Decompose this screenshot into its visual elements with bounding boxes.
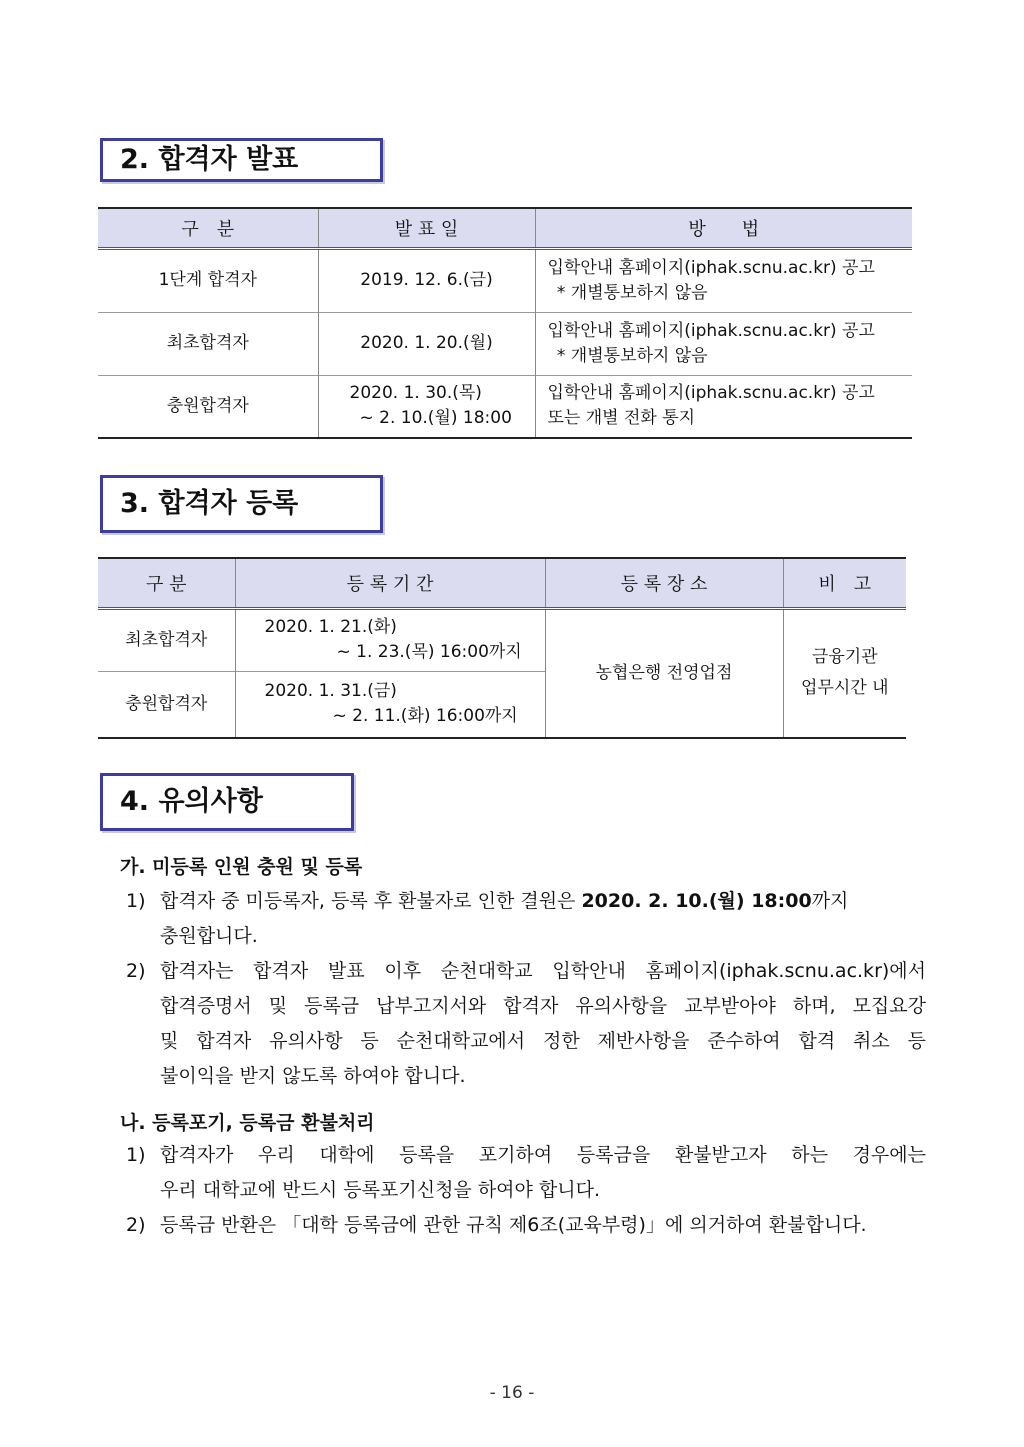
row-type: 충원합격자 — [98, 671, 235, 738]
item-text-bold: 2020. 2. 10.(월) 18:00 — [581, 890, 812, 912]
table-row — [98, 248, 912, 312]
item-text: 합격증명서 및 등록금 납부고지서와 합격자 유의사항을 교부받아야 하며, 모집요강 — [160, 995, 926, 1017]
method-line: 입학안내 홈페이지(iphak.scnu.ac.kr) 공고 — [547, 383, 875, 404]
header-category: 구 분 — [98, 558, 235, 608]
section-title-register: 3. 합격자 등록 — [100, 475, 383, 533]
row-period — [235, 671, 545, 738]
item-number: 1) — [126, 1144, 146, 1166]
row-period — [235, 608, 545, 671]
method-line: 또는 개별 전화 통지 — [547, 408, 696, 429]
method-line: 입학안내 홈페이지(iphak.scnu.ac.kr) 공고 — [547, 320, 875, 341]
item-text-part: 합격자 중 미등록자, 등록 후 환불자로 인한 결원은 — [160, 890, 582, 912]
table-row — [98, 375, 912, 438]
period-line: 2020. 1. 31.(금) — [264, 681, 397, 702]
header-place: 등 록 장 소 — [545, 558, 783, 608]
item-text: 불이익을 받지 않도록 하여야 합니다. — [160, 1065, 466, 1087]
date-line: ~ 2. 10.(월) 18:00 — [359, 408, 512, 429]
item-text — [160, 884, 926, 919]
period-line: ~ 2. 11.(화) 16:00까지 — [332, 706, 518, 727]
method-line: 입학안내 홈페이지(iphak.scnu.ac.kr) 공고 — [547, 257, 875, 278]
header-note: 비 고 — [783, 558, 906, 608]
row-method — [535, 312, 912, 375]
header-announce-date: 발 표 일 — [318, 208, 535, 248]
period-line: ~ 1. 23.(목) 16:00까지 — [336, 642, 522, 662]
list-item — [126, 954, 926, 1094]
header-method: 방 법 — [535, 208, 912, 248]
method-note: * 개별통보하지 않음 — [551, 282, 708, 303]
register-note — [783, 608, 906, 738]
item-number: 2) — [126, 1214, 146, 1236]
method-note: * 개별통보하지 않음 — [551, 345, 708, 366]
header-period: 등 록 기 간 — [235, 558, 545, 608]
row-method — [535, 248, 912, 312]
list-item — [126, 1208, 926, 1243]
row-date — [318, 375, 535, 438]
note-line: 금융기관 — [811, 647, 878, 668]
item-text: 및 합격자 유의사항 등 순천대학교에서 정한 제반사항을 준수하여 합격 취소 등 — [160, 1030, 926, 1052]
list-item — [126, 1138, 926, 1208]
register-table — [98, 557, 906, 739]
subsection-title-refund: 나. 등록포기, 등록금 환불처리 — [120, 1112, 375, 1134]
table-row — [98, 312, 912, 375]
register-place: 농협은행 전영업점 — [545, 608, 783, 738]
header-category: 구 분 — [98, 208, 318, 248]
row-method — [535, 375, 912, 438]
section-title-announce: 2. 합격자 발표 — [100, 138, 383, 182]
list-item — [126, 884, 926, 954]
period-line: 2020. 1. 21.(화) — [264, 617, 397, 637]
row-date: 2019. 12. 6.(금) — [318, 248, 535, 312]
row-type: 1단계 합격자 — [98, 248, 318, 312]
table-row — [98, 608, 906, 671]
item-text: 합격자는 합격자 발표 이후 순천대학교 입학안내 홈페이지(iphak.scnu.ac.kr)에서 — [160, 960, 926, 982]
row-type: 최초합격자 — [98, 608, 235, 671]
row-type: 최초합격자 — [98, 312, 318, 375]
item-text: 등록금 반환은 「대학 등록금에 관한 규칙 제6조(교육부령)」에 의거하여 환불합니다. — [160, 1214, 867, 1236]
note-line: 업무시간 내 — [800, 678, 889, 699]
section-title-notes: 4. 유의사항 — [100, 773, 354, 831]
item-number: 2) — [126, 960, 146, 982]
item-text: 우리 대학교에 반드시 등록포기신청을 하여야 합니다. — [160, 1179, 601, 1201]
row-type: 충원합격자 — [98, 375, 318, 438]
subsection-title-unregistered: 가. 미등록 인원 충원 및 등록 — [120, 856, 363, 878]
item-text-part: 까지 — [811, 890, 849, 912]
date-line: 2020. 1. 30.(목) — [349, 383, 482, 404]
row-date: 2020. 1. 20.(월) — [318, 312, 535, 375]
page-number: - 16 - — [489, 1383, 535, 1403]
item-number: 1) — [126, 890, 146, 912]
item-text: 충원합니다. — [160, 925, 258, 947]
announce-table — [98, 207, 912, 439]
item-text: 합격자가 우리 대학에 등록을 포기하여 등록금을 환불받고자 하는 경우에는 — [160, 1144, 926, 1166]
